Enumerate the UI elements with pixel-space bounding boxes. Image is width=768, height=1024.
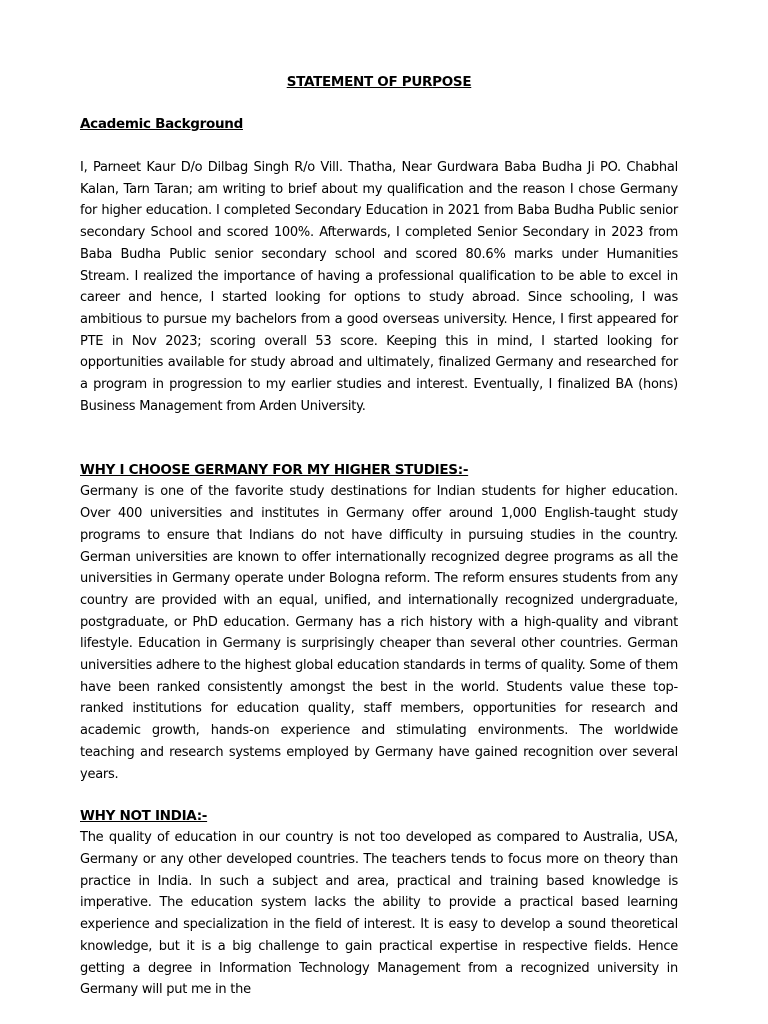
section-body-why-not-india: The quality of education in our country is not too developed as compared to Australia, USA, Germany or any other developed countries. The teachers tends to focus more on theory than practice in India. In such a subject and area, practical and training based knowledge is imperative. The education system lacks the ability to provide a practical based learning experience and specialization in the field of interest. It is easy to develop a sound theoretical knowledge, but it is a big challenge to gain practical expertise in respective fields. Hence getting a degree in Information Technology Management from a recognized university in Germany will put me in the <box>80 830 678 998</box>
document-title: STATEMENT OF PURPOSE <box>286 74 472 90</box>
section-heading-academic-background: Academic Background <box>80 116 243 132</box>
document-page <box>80 72 678 1001</box>
section-body-academic-background: I, Parneet Kaur D/o Dilbag Singh R/o Vill. Thatha, Near Gurdwara Baba Budha Ji PO. Chabhal Kalan, Tarn Taran; am writing to brief about my qualification and the reason I chose Germany for higher education. I completed Secondary Education in 2021 from Baba Budha Public senior secondary School and scored 100%. Afterwards, I completed Senior Secondary in 2023 from Baba Budha Public senior secondary school and scored 80.6% marks under Humanities Stream. I realized the importance of having a professional qualification to be able to excel in career and hence, I started looking for options to study abroad. Since schooling, I was ambitious to pursue my bachelors from a good overseas university. Hence, I first appeared for PTE in Nov 2023; scoring overall 53 score. Keeping this in mind, I started looking for opportunities available for study abroad and ultimately, finalized Germany and researched for a program in progression to my earlier studies and interest. Eventually, I finalized BA (hons) Business Management from Arden University. <box>80 160 678 414</box>
section-heading-why-germany: WHY I CHOOSE GERMANY FOR MY HIGHER STUDIES:- <box>80 462 469 479</box>
section-body-why-germany: Germany is one of the favorite study destinations for Indian students for higher education. Over 400 universities and institutes in Germany offer around 1,000 English-taught study programs to ensure that Indians do not have difficulty in pursuing studies in the country. German universities are known to offer internationally recognized degree programs as all the universities in Germany operate under Bologna reform. The reform ensures students from any country are provided with an equal, unified, and internationally recognized undergraduate, postgraduate, or PhD education. Germany has a rich history with a high-quality and vibrant lifestyle. Education in Germany is surprisingly cheaper than several other countries. German universities adhere to the highest global education standards in terms of quality. Some of them have been ranked consistently amongst the best in the world. Students value these top-ranked institutions for education quality, staff members, opportunities for research and academic growth, hands-on experience and stimulating environments. The worldwide teaching and research systems employed by Germany have gained recognition over several years. <box>80 484 678 782</box>
section-heading-why-not-india: WHY NOT INDIA:- <box>80 808 208 825</box>
